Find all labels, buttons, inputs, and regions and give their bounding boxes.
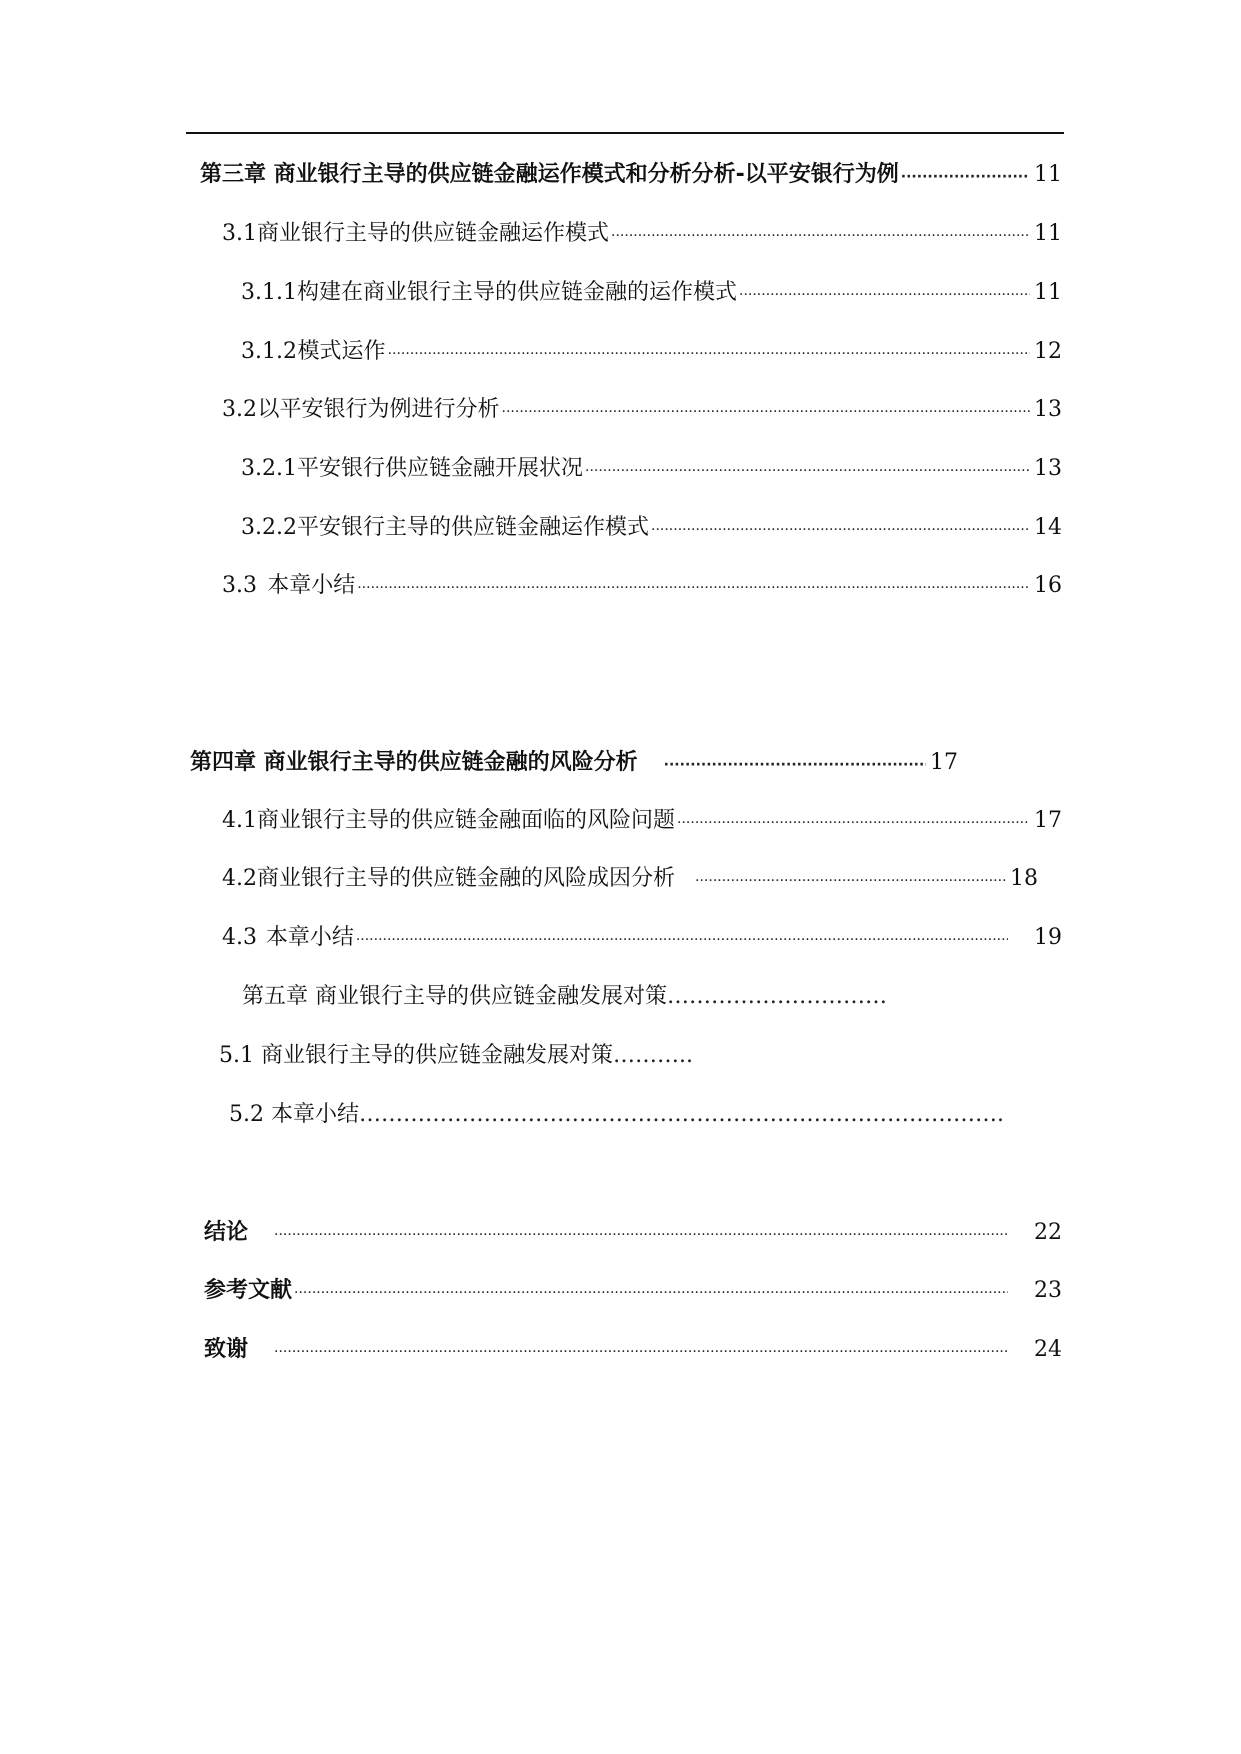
- toc-leader: [357, 573, 1030, 603]
- toc-title: 第五章 商业银行主导的供应链金融发展对策: [242, 984, 667, 1009]
- toc-title: 结论: [204, 1220, 249, 1245]
- toc-leader: [274, 1220, 1008, 1250]
- toc-section-3-2-1[interactable]: [241, 454, 1062, 484]
- toc-title: 第三章 商业银行主导的供应链金融运作模式和分析分析-以平安银行为例: [200, 162, 899, 187]
- toc-chapter-5[interactable]: [242, 982, 887, 1012]
- toc-section-5-1[interactable]: [219, 1041, 693, 1071]
- toc-title: 平安银行供应链金融开展状况: [296, 456, 583, 481]
- toc-page-number: 23: [1034, 1278, 1062, 1303]
- toc-number: 3.2.2: [241, 515, 297, 540]
- toc-section-3-2-2[interactable]: [241, 513, 1062, 543]
- toc-leader: [664, 750, 926, 780]
- top-rule: [186, 132, 1064, 134]
- toc-title: 以平安银行为例进行分析: [257, 397, 500, 422]
- toc-leader: [356, 925, 1008, 955]
- toc-title: 构建在商业银行主导的供应链金融的运作模式: [296, 280, 737, 305]
- toc-number: 4.3: [222, 925, 257, 950]
- toc-leader: [388, 339, 1030, 369]
- toc-page-number: 12: [1034, 339, 1062, 364]
- toc-leader: [294, 1278, 1008, 1308]
- toc-leader: [695, 866, 1006, 896]
- toc-chapter-3[interactable]: [200, 160, 1062, 190]
- toc-section-4-1[interactable]: [222, 806, 1062, 836]
- toc-leader: [585, 456, 1030, 486]
- toc-acknowledgements[interactable]: [204, 1335, 1062, 1365]
- toc-page-number: 24: [1034, 1337, 1062, 1362]
- toc-page-number: 14: [1034, 515, 1062, 540]
- toc-number: 3.3: [222, 573, 257, 598]
- toc-title: 5.2 本章小结: [229, 1102, 359, 1127]
- toc-page-number: 11: [1034, 280, 1062, 305]
- toc-references[interactable]: [204, 1276, 1062, 1306]
- toc-title: 5.1 商业银行主导的供应链金融发展对策: [219, 1043, 613, 1068]
- toc-section-3-2[interactable]: [222, 395, 1062, 425]
- toc-section-4-2[interactable]: [222, 864, 1038, 894]
- toc-number: 3.1: [222, 221, 257, 246]
- toc-leader: [611, 221, 1030, 251]
- toc-title: 平安银行主导的供应链金融运作模式: [296, 515, 649, 540]
- toc-number: 4.1: [222, 808, 257, 833]
- toc-leader: [901, 162, 1030, 192]
- toc-number: 3.2: [222, 397, 257, 422]
- toc-page-number: 19: [1034, 925, 1062, 950]
- toc-section-3-1-2[interactable]: [241, 337, 1062, 367]
- toc-title: 模式运作: [297, 339, 386, 364]
- toc-dots: …………………………………………………………………………….: [358, 1102, 1004, 1127]
- toc-number: 3.2.1: [241, 456, 297, 481]
- toc-leader: [274, 1337, 1008, 1367]
- toc-section-5-2[interactable]: [229, 1100, 1063, 1130]
- toc-number: 4.2: [222, 866, 257, 891]
- toc-title: 商业银行主导的供应链金融运作模式: [257, 221, 610, 246]
- toc-section-3-3[interactable]: [222, 571, 1062, 601]
- toc-leader: [677, 808, 1030, 838]
- toc-leader: [739, 280, 1030, 310]
- toc-page-number: 16: [1034, 573, 1062, 598]
- toc-page-number: 11: [1034, 162, 1062, 187]
- toc-section-4-3[interactable]: [222, 923, 1062, 953]
- toc-page-number: 22: [1034, 1220, 1062, 1245]
- toc-section-3-1-1[interactable]: [241, 278, 1062, 308]
- toc-page-number: 13: [1034, 397, 1062, 422]
- toc-title: 致谢: [204, 1337, 249, 1362]
- toc-number: 3.1.1: [241, 280, 297, 305]
- toc-page-number: 13: [1034, 456, 1062, 481]
- toc-title: 本章小结: [267, 573, 356, 598]
- toc-leader: [651, 515, 1030, 545]
- toc-dots: …………………………: [667, 984, 887, 1009]
- toc-number: 3.1.2: [241, 339, 297, 364]
- toc-title: 第四章 商业银行主导的供应链金融的风险分析: [190, 750, 638, 775]
- toc-conclusion[interactable]: [204, 1218, 1062, 1248]
- toc-page-number: 11: [1034, 221, 1062, 246]
- toc-page-number: 18: [1010, 866, 1038, 891]
- toc-title: 商业银行主导的供应链金融面临的风险问题: [257, 808, 676, 833]
- toc-leader: [502, 397, 1030, 427]
- toc-title: 本章小结: [265, 925, 354, 950]
- toc-page-number: 17: [1034, 808, 1062, 833]
- toc-title: 参考文献: [204, 1278, 293, 1303]
- toc-dots: ………..: [612, 1043, 693, 1068]
- toc-chapter-4[interactable]: [190, 748, 958, 778]
- toc-title: 商业银行主导的供应链金融的风险成因分析: [257, 866, 676, 891]
- toc-section-3-1[interactable]: [222, 219, 1062, 249]
- toc-page-number: 17: [930, 750, 958, 775]
